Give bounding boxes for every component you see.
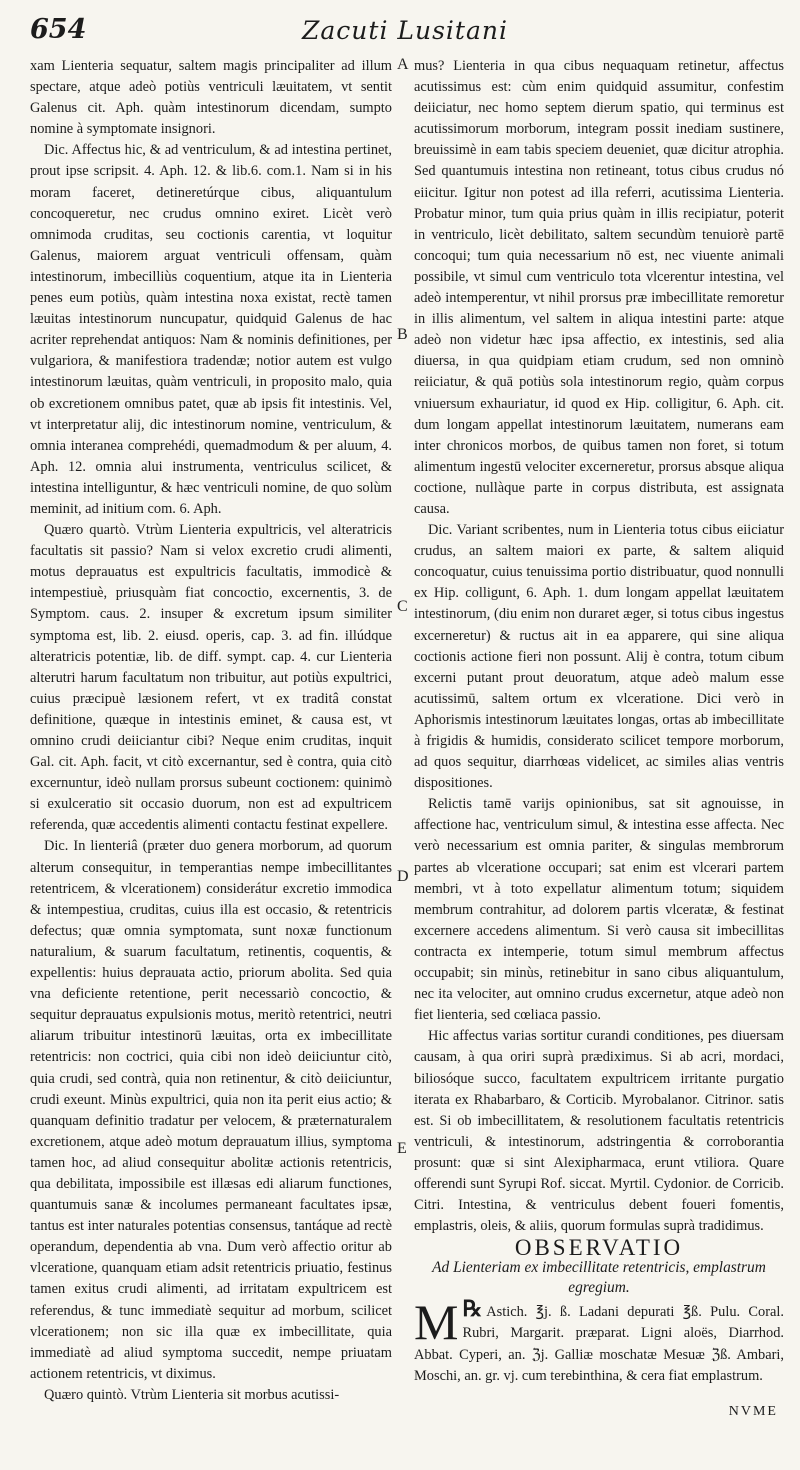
page-header (30, 14, 780, 54)
recipe-paragraph (414, 1294, 784, 1386)
left-paragraph-4: Dic. In lienteriâ (præter duo genera morborum, ad quorum alterum consequitur, in temperantias nempe imbecillitantes retentricem, & vlcerationem) considerátur excretio immodica & intempestiua, cruditas, cuius illa est occasio, & retentricis defectus; quæ omnia symptomata, sunt noxæ functionum naturalium, & suarum facultatum, retinentis, coquentis, & expellentis: huius deprauata actio, priorum abolita. Sed quia vna deficiente retentione, perit necessariò concoctio, & sequitur deprauatus expulsionis motus, meritò retentrici, neutri aliarum tribuitur intestinorū læuitas, orta ex imbecillitate retentricis: non coctrici, quia cibi non ideò deiiciuntur citò, quia crudi, sed contrà, quia non retinentur, & citò deiiciuntur, crudi exeunt. Minùs expultrici, quia non ita perit eius actio; & quanquam definitio tradatur per velocem, & præternaturalem excretionem, atque adeò motum deprauatum illius, symptoma tamen hoc, ad aliud consequitur abolitæ actionis retentricis, qua debilitata, impossibile est illæsas edi aliarum functiones, quantumuis sanæ & incolumes permaneant facultates ipsæ, tantus est inter naturales potentias consensus, tantáque ad rectè operandum, dependentia ab vna. Dum verò affectio oritur ab vlceratione, quanquam etiam adsit retentricis priuatio, festinus tamen exitus crudi alimenti, ad irritatam expultricem est referendus, & tunc immediatè sequitur ad morbum, scilicet vlcerationem; non sic illa quæ ex imbecillitate, quia immediatè ad aliud symptoma succedit, nempe priuatam actionem retentricis, vt diximus. (30, 838, 392, 1382)
left-paragraph-2: Dic. Affectus hic, & ad ventriculum, & ad intestina pertinet, prout ipse scripsit. 4. Aph. 12. & lib.6. com.1. Nam si in his moram faceret, detineretúrque cibus, aliquantulum concoqueretur, nec crudus omnino exiret. Licèt verò omnimoda cruditas, seu coctionis carentia, vt loquitur Galenus, maiorem arguat ventriculi offensam, quàm intestinorum, imbecilliùs coquentium, atque ita in Lienteria penes eum potiùs, quàm intestina noxa existat, rectè tamen læuitas intestinorum nuncupatur, quidquid Galenus de hac acriter reprehendat antiquos: Nam & nominis definitiones, per vulgariora, & manifestiora tradendæ; notior autem est vulgo intestinorum læuitas, quàm ventriculi, in proposito malo, quia ob excretionem omnibus patet, quæ ab ipsis fit intestinis. Vel, vt interpretatur alij, dic intestinorum nomine, ventriculum, & omnia interanea comprehédi, quemadmodum & per aluum, 4. Aph. 12. omnia alui instrumenta, ventriculus scilicet, & intestina intelliguntur, & hæc ventriculi nomine, de quo solùm meminit, ad initium com. 6. Aph. (30, 142, 392, 517)
right-paragraph-4: Hic affectus varias sortitur curandi conditiones, pes diuersam causam, à qua oriri suprà prædiximus. Si ab acri, mordaci, biliosóque succo, facultatem expultricem irritante purgatio iterata ex Rhabarbaro, & Corticib. Myrobalanor. Citrinor. satis est. Si ob imbecillitatem, & resolutionem facultatis retentricis ventriculi, & intestinorum, adstringentia & corroborantia prosunt: quæ si sint Alexipharmaca, erunt vtiliora. Quare offerendi sunt Syrupi Rof. siccat. Myrtil. Cydonior. de Corricib. Citri. Intestina, & ventriculus debent foueri fomentis, emplastris, oleis, & aliis, quorum formulas suprà tradidimus. (414, 1028, 784, 1235)
drop-cap: M (414, 1294, 459, 1351)
catchword: NVME (728, 1404, 778, 1419)
page-number: 654 (30, 14, 87, 45)
margin-marker-a: A (397, 56, 409, 73)
left-paragraph-3: Quæro quartò. Vtrùm Lienteria expultricis, vel alteratricis facultatis sit passio? Nam si velox excretio crudi alimenti, motus deprauatus est expultricis facultatis, immodicè & intempestiuè, priusquàm fiat concoctio, excernentis, 3. de Symptom. caus. 2. insuper & excretum ipsum similiter symptoma est, lib. 2. eiusd. operis, cap. 3. ad fin. illúdque alteratricis potentiæ, lib. de diff. sympt. cap. 4. cur Lienteria alterutri harum facultatum non tribuitur, aut potiùs expultrici, cuius præcipuè læsionem refert, vt ex traditâ constat definitione, quæque in intestinis eminet, & causa est, vt omnino crudi deiiciantur cibi? Neque enim cruditas, inquit Gal. cit. Aph. facit, vt citò excernantur, sed è contra, quia citò excernuntur, ideò nullam prorsus subeunt coctionem: quinimò si exulceratio sit occasio duorum, non est ad expultricem referenda, quæ accedentis alimenti contactu festinat expellere. (30, 522, 392, 834)
margin-marker-b: B (397, 326, 408, 343)
observatio-title: OBSERVATIO (514, 1235, 684, 1261)
margin-marker-e: E (397, 1140, 407, 1157)
recipe-text: Astich. ℥j. ß. Ladani depurati ℥ß. Pulu. Coral. Rubri, Margarit. præparat. Ligni aloës, Diarrhod. Abbat. Cyperi, an. ℨj. Galliæ moschatæ Mesuæ ℨß. Ambari, Moschi, an. gr. vj. cum terebinthina, & cera fiat emplastrum. (414, 1304, 784, 1384)
margin-marker-c: C (397, 598, 408, 615)
right-paragraph-2: Dic. Variant scribentes, num in Lienteria totus cibus eiiciatur crudus, an saltem maiori ex parte, & saltem aliquid concoquatur, cuius tenuissima portio distribuatur, quod nonnulli ex Hip. colligunt, 6. Aph. 1. dum longam appellat læuitatem intestinorum, (diu enim non duraret æger, si totus cibus ingestus excerneretur) & ructus ait in ea apparere, qui sine aliqua coctionis actione fieri non possunt. Alij è contra, totum cibum excerni putant prout deuoratum, atque adeò malum esse acutissimū, saltem ortum ex vlceratione. Dici verò in Aphorismis intestinorum læuitates longas, ortas ab imbecillitate à frigidis & humidis, considerato scilicet tempore morborum, ad quos sequitur, diarrhœas videlicet, ac similes alias ventris dispositiones. (414, 522, 784, 792)
right-paragraph-1: mus? Lienteria in qua cibus nequaquam retinetur, affectus acutissimus est: cùm enim quidquid assumitur, confestim deiiciatur, nec homo septem dierum spatio, qui terminus est acutissimorum morborum, integram possit inediam sustinere, breuissimè in eam tabis speciem deueniet, quæ dicitur atrophia. Sed quantumuis intestina non retineant, totus cibus crudus nó eiicitur. Igitur non potest ad illa referri, acutissima Lienteria. Probatur minor, tum quia prius quàm in illis recipiatur, poterit in ventriculo, licèt debilitato, saltem secundùm tenuiorè partē concoqui; tum quia necessarium nō est, nec viuente animali possibile, vt simul cum ventriculo tota vlcerentur intestina, vel adeò intemperentur, vt nihil prorsus præ imbecillitate remoretur in illis alimentum, vel saltem in aliqua intestini parte: atque adeò non videtur hæc ipsa affectio, ex intestinis, sed alia diuersa, in qua quidpiam etiam crudum, sed non omninò reiiciatur, & quā potiùs sola intestinorum regio, quàm corpus vniuersum exhauriatur, id quod ex Hip. colligitur, 6. Aph. cit. dum longam appellat intestinorum læuitatem, numerans eam inter chronicos morbos, de quibus tamen non foret, si totum alimentum ingestū velociter excerneretur, prorsus absque aliqua coctione, nullàque parte in corpus distributa, est assignata causa. (414, 58, 784, 517)
right-paragraph-3: Relictis tamē varijs opinionibus, sat sit agnouisse, in affectione hac, ventriculum simul, & intestina esse affecta. Nec verò necessarium est omnia pariter, & singulas membrorum partes ab vlceratione occupari; sat enim est vlcerari partem membri, vt à toto expellatur alimentum totum; siquidem membrum contrahitur, ad dolorem partis vlceratæ, & festinat excernere accedens alimentum. Si verò causa sit imbecillitas contracta ex intemperie, totum simul membrum affectus occupabit; sin minùs, retinebitur in sano cibus aliquantulum, nec ita velociter, aut omnino crudus excernetur, atque adeò non fiet lienteria, sed cœliaca passio. (414, 796, 784, 1024)
recipe-symbol-icon: ℞ (462, 1296, 483, 1322)
running-head: Zacuti Lusitani (302, 16, 508, 45)
left-column (30, 56, 392, 1406)
margin-marker-d: D (397, 868, 409, 885)
observatio-subtitle: Ad Lienteriam ex imbecillitate retentricis, emplastrum egregium. (432, 1259, 766, 1297)
left-paragraph-1: xam Lienteria sequatur, saltem magis principaliter ad illum spectare, atque adeò potiùs ventriculi læuitatem, vt sentit Galenus cit. Aph. quàm intestinorum dicendam, sumpto nomine à symptomate insignori. (30, 58, 392, 138)
right-column (414, 56, 784, 1387)
left-paragraph-5: Quæro quintò. Vtrùm Lienteria sit morbus acutissi- (44, 1386, 340, 1403)
